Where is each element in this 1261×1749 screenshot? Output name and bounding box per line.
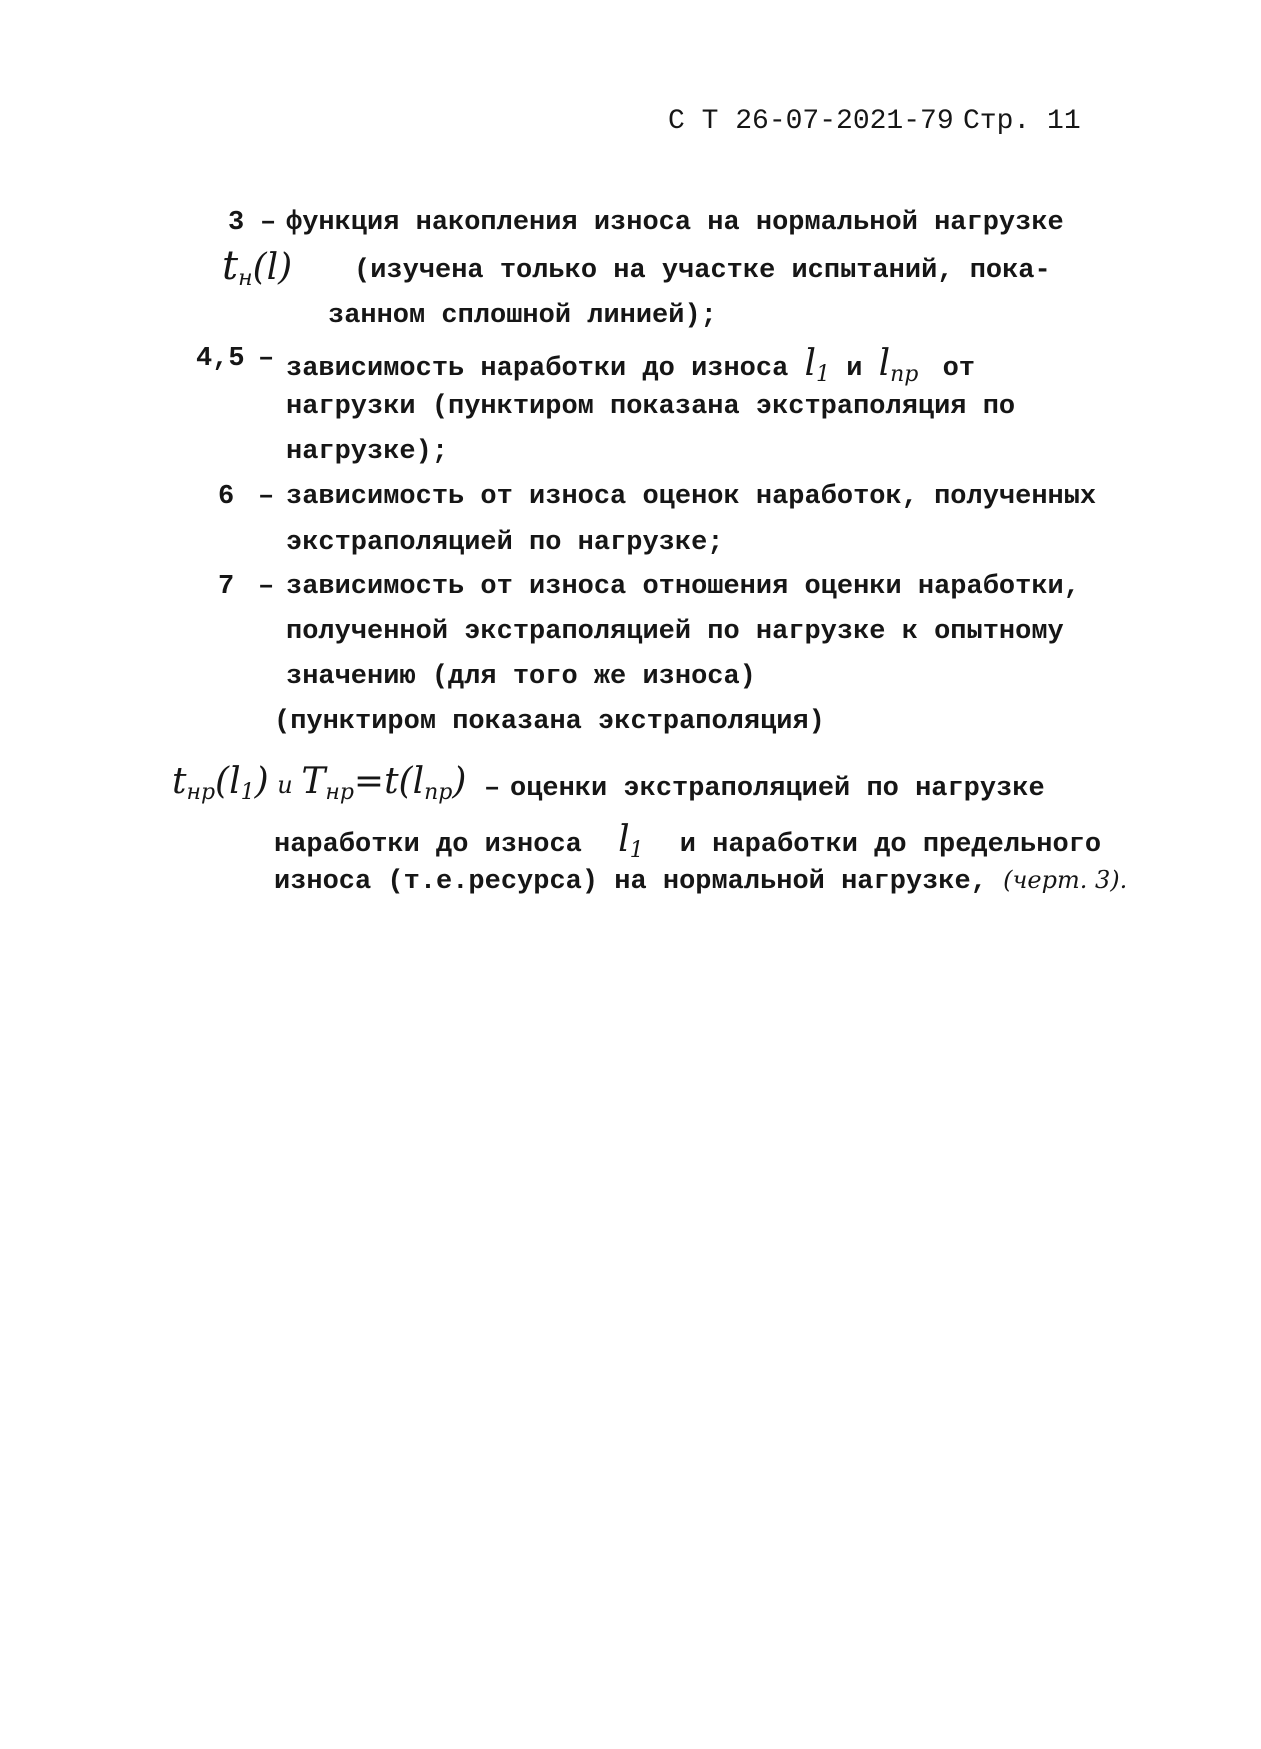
- item-7-line-4: (пунктиром показана экстраполяция): [274, 707, 825, 737]
- item-45-line-1: [286, 343, 976, 387]
- item-6-line-1: зависимость от износа оценок наработок, полученных: [286, 482, 1097, 512]
- variable-l1: [804, 343, 831, 387]
- formula-tnr-sub: нр: [186, 780, 216, 805]
- item-45-line-1-suffix: от: [942, 354, 976, 384]
- definition-line-3: [274, 868, 1127, 896]
- definition-line-2: [274, 819, 1102, 863]
- item-45-dash: –: [258, 344, 275, 374]
- formula-paren-open: (: [252, 247, 267, 288]
- formula-tnr-arg-sub: 1: [240, 780, 255, 805]
- definition-variable-l1-main: l: [618, 819, 630, 860]
- formula-Tnr-rhs-sub: пр: [424, 780, 453, 805]
- definition-dash: –: [484, 774, 501, 804]
- formula-tnr-main: t: [172, 761, 187, 802]
- item-3-line-1: функция накопления износа на нормальной нагрузке: [286, 208, 1064, 238]
- definition-variable-l1: [598, 819, 664, 863]
- item-3-formula: [222, 243, 293, 291]
- item-7-line-2: полученной экстраполяцией по нагрузке к опытному: [286, 617, 1064, 647]
- variable-lpr-main: l: [878, 343, 891, 384]
- definition-variable-l1-sub: 1: [629, 838, 644, 863]
- item-7-line-3: значению (для того же износа): [286, 662, 756, 692]
- page-label-text: Стр.: [963, 106, 1031, 137]
- formula-Tnr-sub: нр: [325, 780, 354, 805]
- item-3-dash: –: [260, 208, 277, 238]
- formula-Tnr-close: ): [452, 761, 467, 802]
- item-45-number: 4,5: [196, 344, 245, 374]
- definition-formula: [172, 761, 467, 805]
- figure-reference: (черт. 3).: [1003, 866, 1128, 894]
- item-6-number: 6: [218, 482, 235, 512]
- formula-t: t: [222, 243, 239, 289]
- item-45-conj: и: [846, 354, 863, 384]
- item-45-line-3: нагрузке);: [286, 437, 449, 467]
- item-45-line-2: нагрузки (пунктиром показана экстраполяция по: [286, 392, 1016, 422]
- document-code: С Т 26-07-2021-79: [668, 106, 954, 137]
- item-7-number: 7: [218, 572, 235, 602]
- variable-lpr-sub: пр: [890, 362, 919, 387]
- formula-var: l: [266, 247, 279, 288]
- formula-eq: =: [353, 761, 385, 802]
- variable-l1-sub: 1: [816, 362, 831, 387]
- page-label: [963, 108, 1081, 136]
- formula-tnr-arg: (l: [215, 761, 241, 802]
- item-7-dash: –: [258, 572, 275, 602]
- definition-conj: и: [277, 771, 293, 799]
- item-45-line-1-prefix: зависимость наработки до износа: [286, 354, 789, 384]
- formula-paren-close: ): [278, 247, 293, 288]
- formula-tnr: [172, 761, 269, 805]
- definition-line-2-suffix: и наработки до предельного: [679, 830, 1102, 860]
- definition-line-3-text: износа (т.е.ресурса) на нормальной нагрузке,: [274, 867, 987, 897]
- variable-lpr: [878, 343, 919, 387]
- formula-tnr-close: ): [254, 761, 269, 802]
- item-3-line-3: занном сплошной линией);: [328, 301, 717, 331]
- formula-Tnr-rhs: t(l: [384, 761, 425, 802]
- variable-l1-main: l: [804, 343, 817, 384]
- formula-Tnr: [301, 761, 467, 805]
- definition-line-2-prefix: наработки до износа: [274, 830, 582, 860]
- item-6-line-2: экстраполяцией по нагрузке;: [286, 528, 724, 558]
- item-3-line-2: (изучена только на участке испытаний, пока-: [354, 256, 1051, 286]
- item-6-dash: –: [258, 482, 275, 512]
- definition-line-1: оценки экстраполяцией по нагрузке: [510, 774, 1045, 804]
- page-number: 11: [1047, 106, 1081, 137]
- item-3-number: 3: [228, 208, 245, 238]
- formula-Tnr-main: T: [301, 761, 326, 802]
- item-7-line-1: зависимость от износа отношения оценки наработки,: [286, 572, 1080, 602]
- formula-sub: н: [238, 266, 253, 291]
